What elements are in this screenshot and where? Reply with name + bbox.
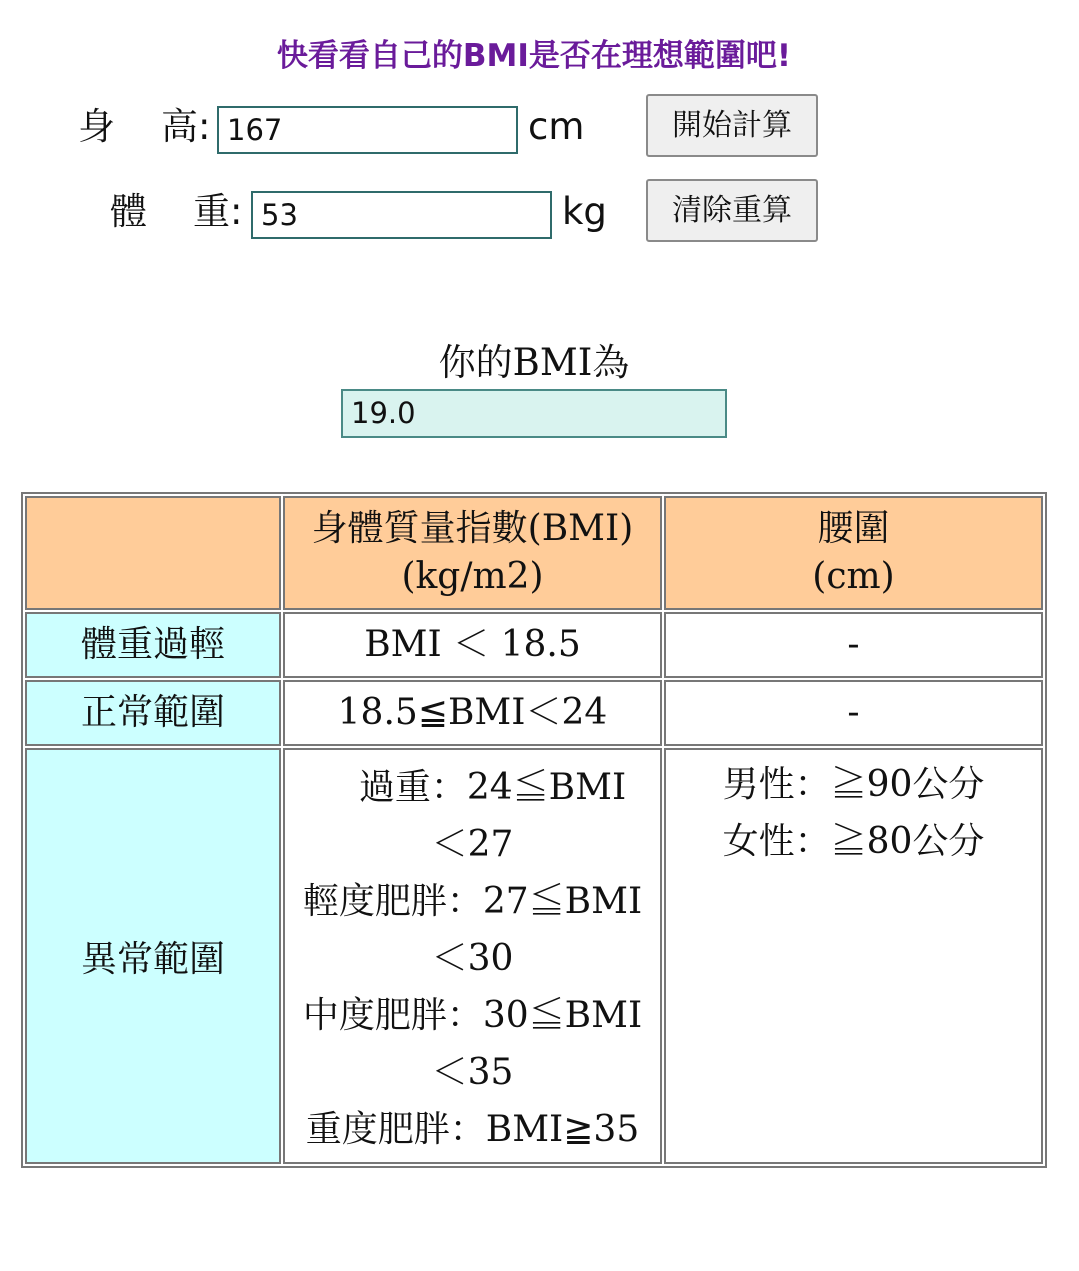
bmi-range-line: 重度肥胖：BMI≧35 xyxy=(305,1108,640,1150)
weight-input[interactable]: 53 xyxy=(251,191,552,239)
bmi-result-field: 19.0 xyxy=(341,389,727,438)
page-title: 快看看自己的BMI是否在理想範圍吧! xyxy=(276,38,792,74)
row-bmi-range-list xyxy=(283,748,662,1164)
height-label xyxy=(78,102,210,152)
row-bmi-range: BMI ＜ 18.5 xyxy=(283,612,662,678)
header-waist-cell xyxy=(664,496,1043,610)
header-bmi-cell xyxy=(283,496,662,610)
weight-label-suffix: 重: xyxy=(193,190,243,233)
row-waist-list xyxy=(664,748,1043,1164)
row-waist: - xyxy=(664,612,1043,678)
table-row-underweight xyxy=(25,612,1043,678)
header-bmi-title: 身體質量指數(BMI) xyxy=(311,508,634,549)
height-unit: cm xyxy=(528,105,585,148)
header-waist-unit: (cm) xyxy=(812,556,895,597)
row-category: 異常範圍 xyxy=(25,748,281,1164)
row-category: 體重過輕 xyxy=(25,612,281,678)
bmi-result-label: 你的BMI為 xyxy=(438,341,630,384)
bmi-range-line: 過重：24≦BMI xyxy=(358,766,627,808)
table-row-normal xyxy=(25,680,1043,746)
waist-line-male: 男性：≧90公分 xyxy=(722,764,985,805)
height-label-suffix: 高: xyxy=(161,105,211,148)
bmi-range-line: ＜30 xyxy=(431,937,514,979)
row-waist: - xyxy=(664,680,1043,746)
bmi-range-line: ＜35 xyxy=(431,1051,514,1093)
bmi-range-line: 中度肥胖：30≦BMI xyxy=(302,994,643,1036)
weight-label xyxy=(110,187,242,237)
weight-label-char: 體 xyxy=(110,190,147,233)
row-category: 正常範圍 xyxy=(25,680,281,746)
bmi-range-line: 輕度肥胖：27≦BMI xyxy=(302,880,643,922)
header-blank-cell xyxy=(25,496,281,610)
header-waist-title: 腰圍 xyxy=(817,508,890,549)
header-bmi-unit: (kg/m2) xyxy=(401,556,544,597)
table-row-abnormal xyxy=(25,748,1043,1164)
reset-button[interactable]: 清除重算 xyxy=(646,179,818,242)
row-bmi-range: 18.5≦BMI＜24 xyxy=(283,680,662,746)
table-header-row xyxy=(25,496,1043,610)
calculate-button[interactable]: 開始計算 xyxy=(646,94,818,157)
waist-line-female: 女性：≧80公分 xyxy=(722,821,985,862)
bmi-reference-table xyxy=(21,492,1047,1168)
bmi-range-line: ＜27 xyxy=(431,823,514,865)
weight-unit: kg xyxy=(562,190,607,233)
height-label-char: 身 xyxy=(78,105,115,148)
height-input[interactable]: 167 xyxy=(217,106,518,154)
